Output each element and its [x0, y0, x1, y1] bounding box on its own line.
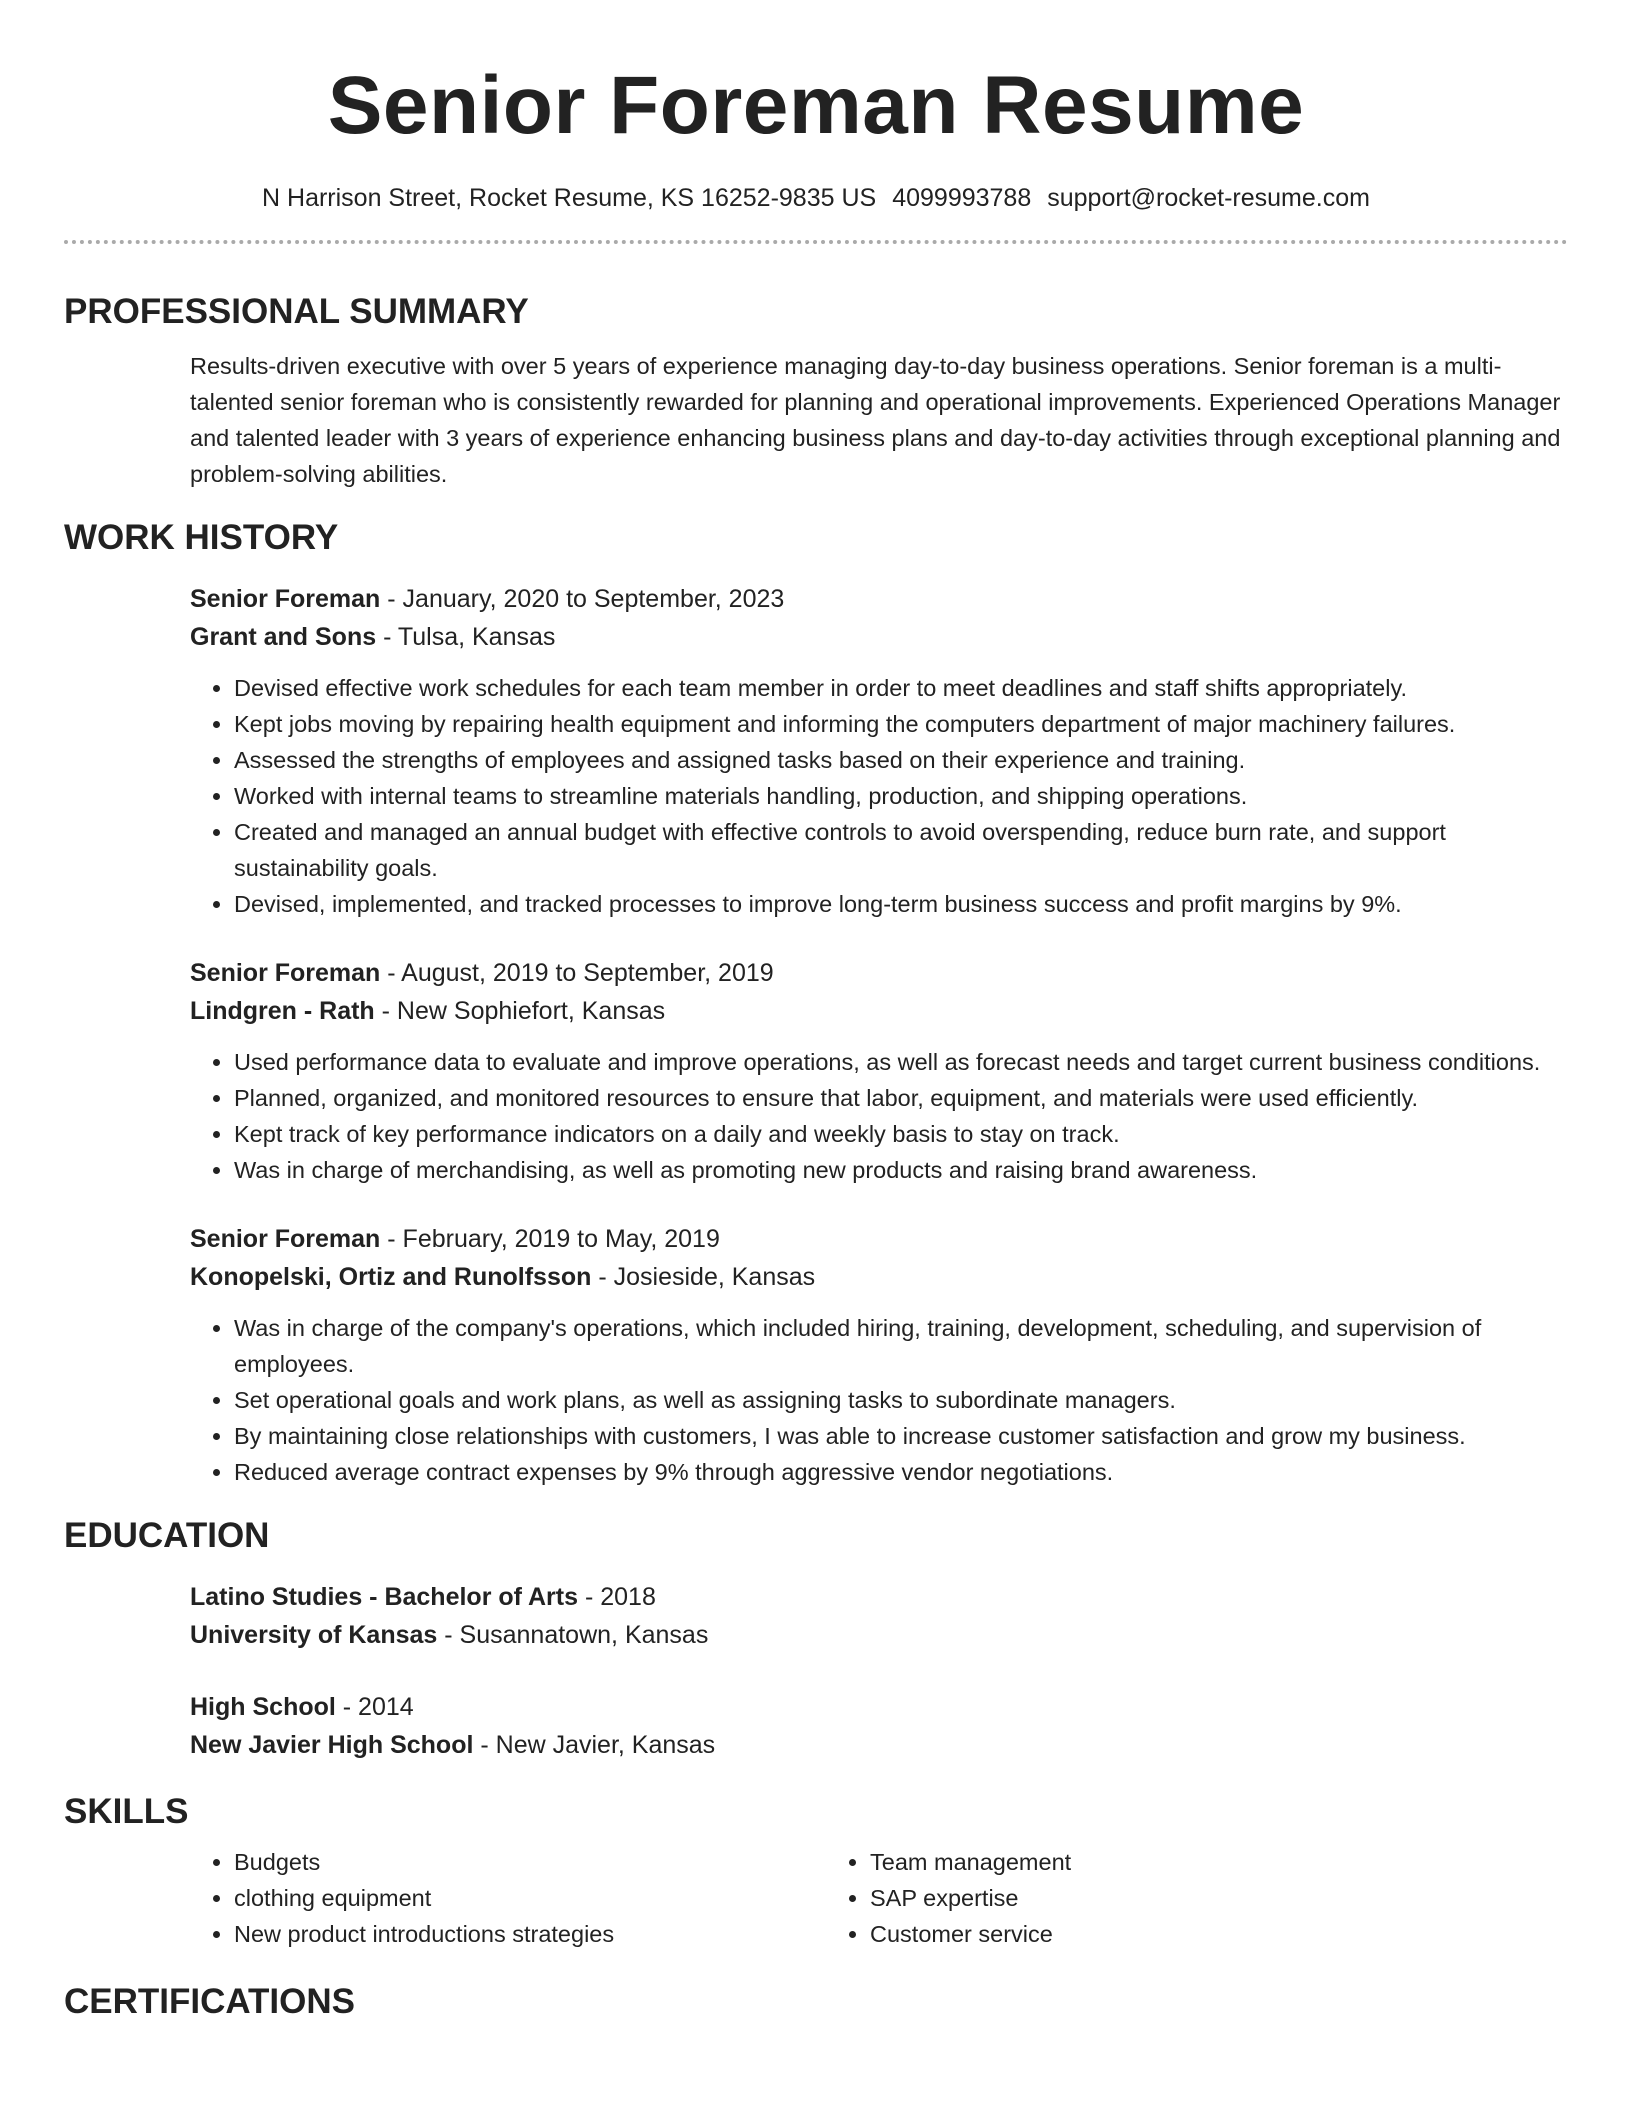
skills-columns [64, 1844, 1568, 1952]
job-title: Senior Foreman [190, 585, 381, 613]
education-entry [64, 1688, 1568, 1764]
list-item: • Was in charge of merchandising, as well as promoting new products and raising brand awareness. [234, 1152, 1568, 1188]
list-item: • Devised, implemented, and tracked processes to improve long-term business success and profit margins by 9%. [234, 886, 1568, 922]
list-item: • Budgets [234, 1844, 826, 1880]
resume-page [64, 0, 1568, 2024]
list-item: • Used performance data to evaluate and improve operations, as well as forecast needs and target current business conditions. [234, 1044, 1568, 1080]
job-location: - Josieside, Kansas [591, 1263, 816, 1291]
summary-heading: PROFESSIONAL SUMMARY [64, 292, 529, 331]
job-entry [64, 954, 1568, 1188]
school: University of Kansas [190, 1621, 438, 1649]
job-title-line [190, 1220, 1568, 1258]
job-bullets [190, 1310, 1568, 1490]
degree-line [190, 1578, 1568, 1616]
school-line [190, 1616, 1568, 1654]
degree-year: - 2014 [335, 1693, 414, 1721]
job-location: - New Sophiefort, Kansas [374, 997, 666, 1025]
job-dates: - August, 2019 to September, 2019 [380, 959, 774, 987]
skills-heading: SKILLS [64, 1792, 189, 1831]
list-item: • Assessed the strengths of employees and assigned tasks based on their experience and training. [234, 742, 1568, 778]
certifications-heading: CERTIFICATIONS [64, 1982, 356, 2021]
job-title-line [190, 580, 1568, 618]
degree-line [190, 1688, 1568, 1726]
school: New Javier High School [190, 1731, 474, 1759]
job-entry [64, 1220, 1568, 1490]
education-entry [64, 1578, 1568, 1654]
list-item: • Team management [870, 1844, 1462, 1880]
education-heading: EDUCATION [64, 1516, 270, 1555]
page-title: Senior Foreman Resume [327, 60, 1305, 151]
list-item: • Created and managed an annual budget with effective controls to avoid overspending, reduce burn rate, and support sustainability goals. [234, 814, 1568, 886]
job-company-line [190, 1258, 1568, 1296]
certifications-section [64, 1980, 1568, 2024]
work-history-section [64, 516, 1568, 1490]
summary-text: Results-driven executive with over 5 years of experience managing day-to-day business operations. Senior foreman is a multi-talented senior foreman who is consistently rewarded for planning and operational improvements. Experienced Operations Manager and talented leader with 3 years of experience enhancing business plans and day-to-day activities through exceptional planning and problem-solving abilities. [190, 353, 1561, 487]
job-bullets [190, 670, 1568, 922]
job-entry [64, 580, 1568, 922]
list-item: • clothing equipment [234, 1880, 826, 1916]
header-divider [64, 240, 1568, 244]
job-bullets [190, 1044, 1568, 1188]
skills-left-list [190, 1844, 826, 1952]
summary-section [64, 290, 1568, 492]
education-section [64, 1514, 1568, 1764]
list-item: • SAP expertise [870, 1880, 1462, 1916]
contact-line [64, 182, 1568, 214]
list-item: • Kept track of key performance indicators on a daily and weekly basis to stay on track. [234, 1116, 1568, 1152]
contact-email[interactable]: support@rocket-resume.com [1047, 184, 1370, 212]
list-item: • Planned, organized, and monitored resources to ensure that labor, equipment, and materials were used efficiently. [234, 1080, 1568, 1116]
list-item: • Was in charge of the company's operations, which included hiring, training, development, scheduling, and supervision of employees. [234, 1310, 1568, 1382]
job-company-line [190, 618, 1568, 656]
degree-year: - 2018 [578, 1583, 656, 1611]
list-item: • New product introductions strategies [234, 1916, 826, 1952]
work-history-heading: WORK HISTORY [64, 518, 339, 557]
job-title-line [190, 954, 1568, 992]
degree: Latino Studies - Bachelor of Arts [190, 1583, 579, 1611]
list-item: • Customer service [870, 1916, 1462, 1952]
list-item: • Devised effective work schedules for each team member in order to meet deadlines and staff shifts appropriately. [234, 670, 1568, 706]
school-line [190, 1726, 1568, 1764]
contact-phone: 4099993788 [892, 184, 1032, 212]
job-dates: - January, 2020 to September, 2023 [380, 585, 785, 613]
list-item: • Reduced average contract expenses by 9% through aggressive vendor negotiations. [234, 1454, 1568, 1490]
school-location: - New Javier, Kansas [473, 1731, 716, 1759]
list-item: • Kept jobs moving by repairing health equipment and informing the computers department of major machinery failures. [234, 706, 1568, 742]
degree: High School [190, 1693, 336, 1721]
job-location: - Tulsa, Kansas [376, 623, 556, 651]
job-company: Grant and Sons [190, 623, 377, 651]
job-title: Senior Foreman [190, 1225, 381, 1253]
skills-right-list [826, 1844, 1462, 1952]
job-title: Senior Foreman [190, 959, 381, 987]
contact-address: N Harrison Street, Rocket Resume, KS 16252-9835 US [262, 184, 877, 212]
list-item: • By maintaining close relationships with customers, I was able to increase customer satisfaction and grow my business. [234, 1418, 1568, 1454]
job-company: Lindgren - Rath [190, 997, 375, 1025]
list-item: • Worked with internal teams to streamline materials handling, production, and shipping operations. [234, 778, 1568, 814]
skills-section [64, 1790, 1568, 1952]
job-company: Konopelski, Ortiz and Runolfsson [190, 1263, 592, 1291]
list-item: • Set operational goals and work plans, as well as assigning tasks to subordinate managers. [234, 1382, 1568, 1418]
school-location: - Susannatown, Kansas [437, 1621, 709, 1649]
job-dates: - February, 2019 to May, 2019 [380, 1225, 720, 1253]
job-company-line [190, 992, 1568, 1030]
